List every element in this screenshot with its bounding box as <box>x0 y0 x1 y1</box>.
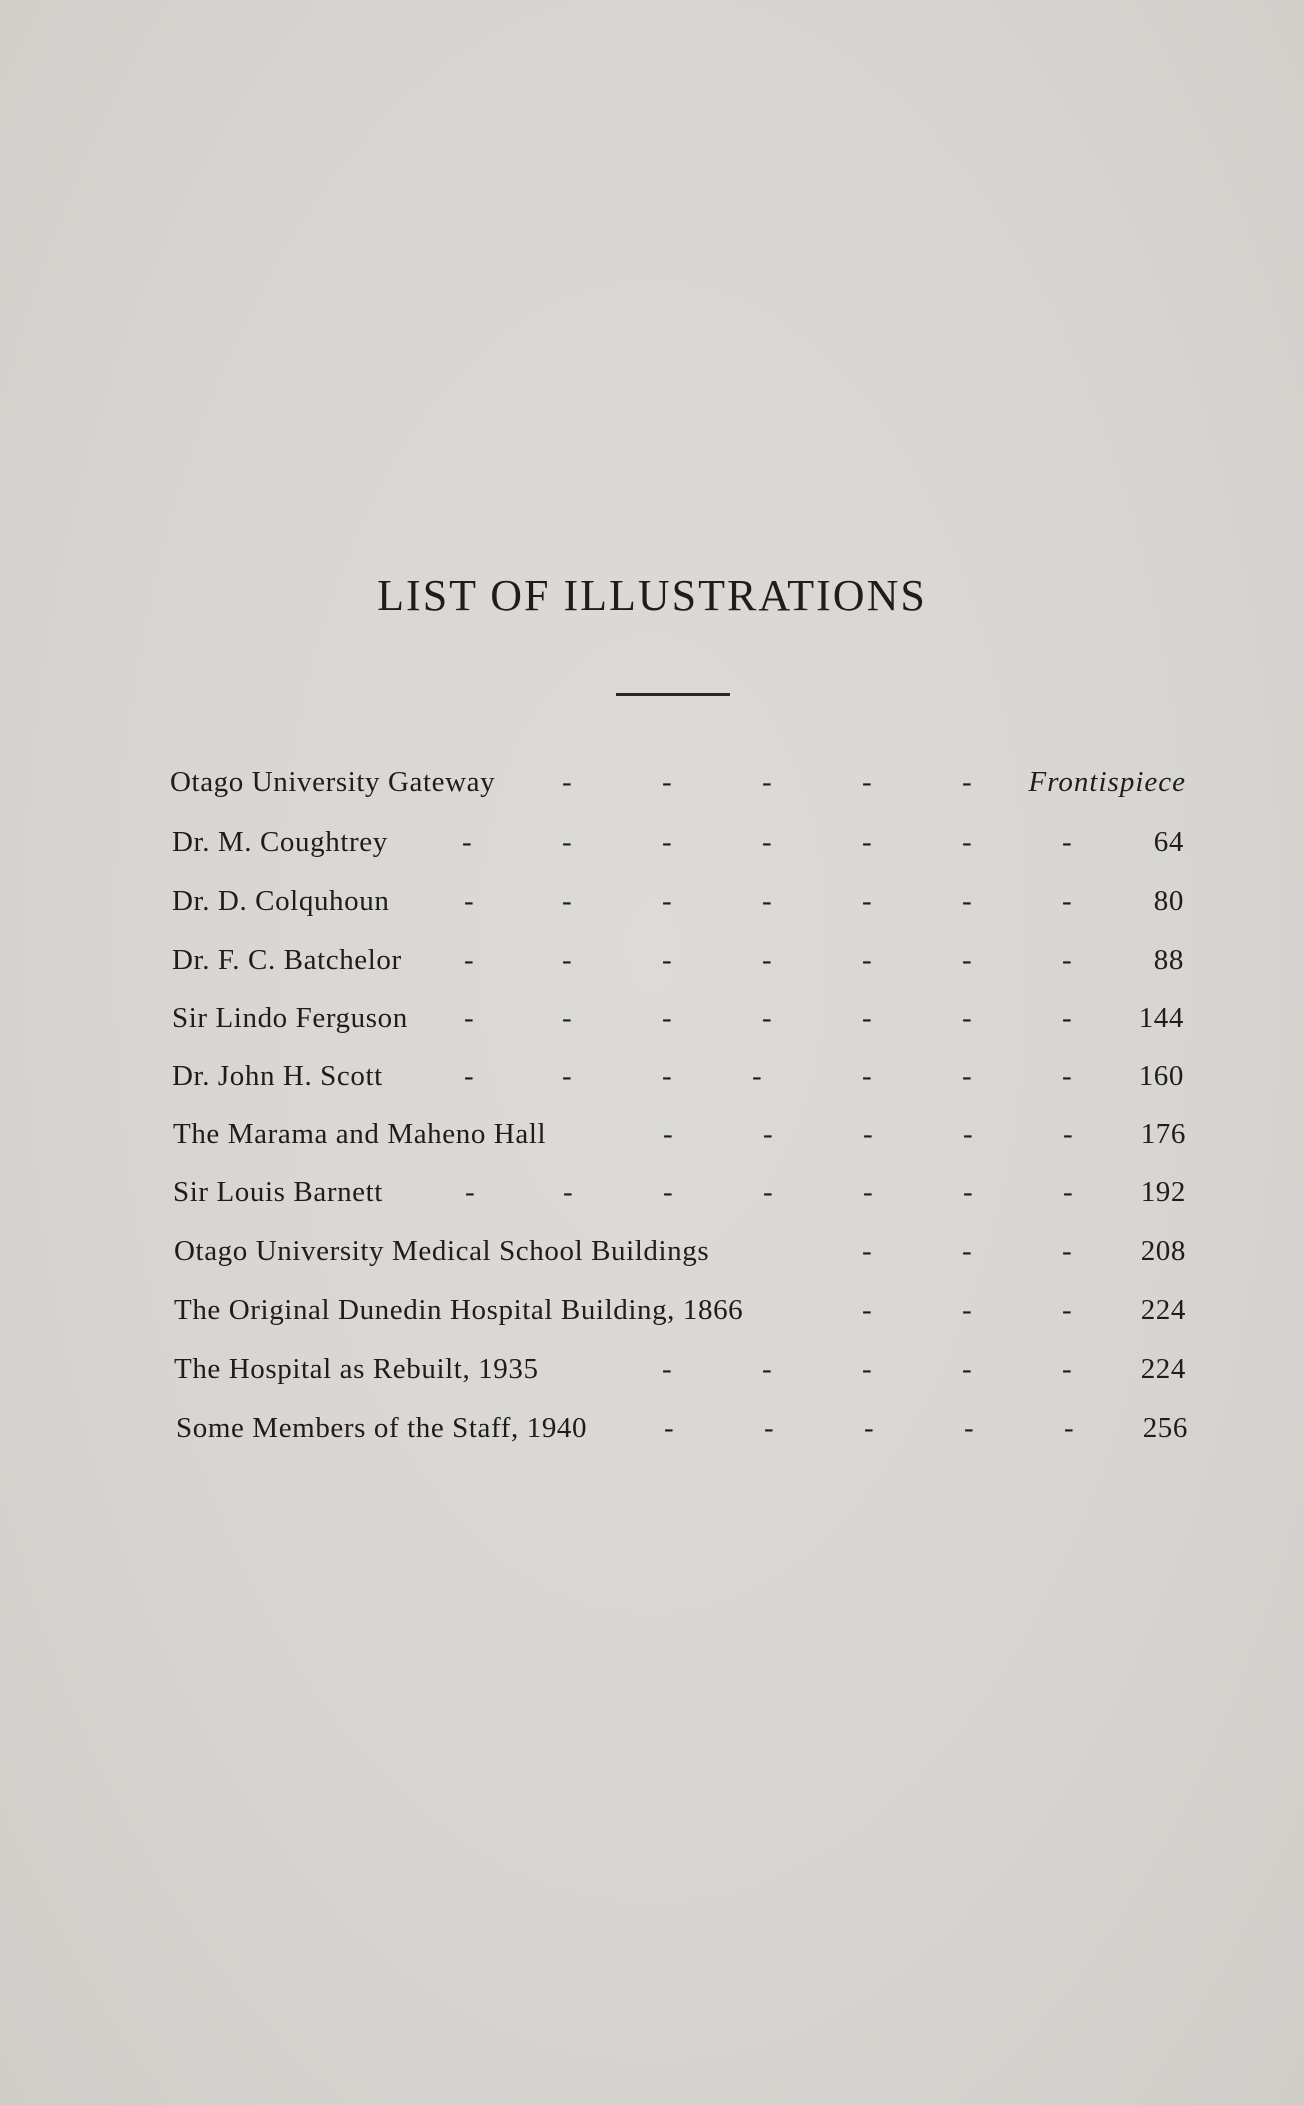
list-item <box>172 881 1184 921</box>
leader-dash: - <box>962 1235 973 1267</box>
entry-page: 192 <box>1140 1176 1186 1208</box>
entry-title: Sir Louis Barnett <box>173 1176 383 1208</box>
leader-dash: - <box>962 826 973 858</box>
leader-dash: - <box>465 1176 476 1208</box>
list-item <box>172 998 1184 1038</box>
entry-title: The Hospital as Rebuilt, 1935 <box>174 1353 539 1385</box>
leader-dash: - <box>462 826 473 858</box>
leader-dash: - <box>762 766 773 798</box>
leader-dash: - <box>562 885 573 917</box>
list-item <box>173 1172 1186 1212</box>
leader-dash: - <box>662 1002 673 1034</box>
list-item <box>176 1408 1188 1448</box>
leader-dash: - <box>662 766 673 798</box>
leader-dash: - <box>1062 1294 1073 1326</box>
leader-dash: - <box>1063 1176 1074 1208</box>
list-item <box>172 940 1184 980</box>
list-item <box>173 1114 1186 1154</box>
leader-dash: - <box>562 1002 573 1034</box>
leader-dash: - <box>862 885 873 917</box>
leader-dash: - <box>862 1235 873 1267</box>
leader-dash: - <box>1062 1235 1073 1267</box>
leader-dash: - <box>1062 885 1073 917</box>
leader-dash: - <box>1062 1353 1073 1385</box>
leader-dash: - <box>762 1002 773 1034</box>
leader-dash: - <box>662 1353 673 1385</box>
entry-title: Dr. F. C. Batchelor <box>172 944 402 976</box>
list-item <box>172 822 1184 862</box>
leader-dash: - <box>962 1060 973 1092</box>
leader-dash: - <box>863 1176 874 1208</box>
entry-page: 64 <box>1153 826 1184 858</box>
entry-title: Dr. D. Colquhoun <box>172 885 390 917</box>
leader-dash: - <box>962 1294 973 1326</box>
list-item <box>170 762 1186 802</box>
list-item <box>174 1349 1186 1389</box>
leader-dash: - <box>862 1002 873 1034</box>
entry-page: Frontispiece <box>1028 766 1186 798</box>
entry-title: Sir Lindo Ferguson <box>172 1002 408 1034</box>
leader-dash: - <box>964 1412 975 1444</box>
leader-dash: - <box>963 1176 974 1208</box>
leader-dash: - <box>862 826 873 858</box>
leader-dash: - <box>763 1176 774 1208</box>
leader-dash: - <box>464 1060 475 1092</box>
leader-dash: - <box>663 1118 674 1150</box>
entry-page: 176 <box>1140 1118 1186 1150</box>
entry-title: Some Members of the Staff, 1940 <box>176 1412 588 1444</box>
entry-page: 80 <box>1153 885 1184 917</box>
leader-dash: - <box>1062 944 1073 976</box>
leader-dash: - <box>464 885 475 917</box>
page-title: LIST OF ILLUSTRATIONS <box>377 571 927 620</box>
entry-page: 256 <box>1142 1412 1188 1444</box>
leader-dash: - <box>864 1412 875 1444</box>
entry-title: Dr. M. Coughtrey <box>172 826 388 858</box>
leader-dash: - <box>962 885 973 917</box>
leader-dash: - <box>862 944 873 976</box>
leader-dash: - <box>752 1060 763 1092</box>
leader-dash: - <box>662 1060 673 1092</box>
leader-dash: - <box>962 1353 973 1385</box>
leader-dash: - <box>662 885 673 917</box>
leader-dash: - <box>863 1118 874 1150</box>
entry-title: The Original Dunedin Hospital Building, 1866 <box>174 1294 744 1326</box>
leader-dash: - <box>862 1060 873 1092</box>
leader-dash: - <box>563 1176 574 1208</box>
entry-title: Otago University Medical School Buildings <box>174 1235 710 1267</box>
entry-title: Dr. John H. Scott <box>172 1060 383 1092</box>
entry-page: 208 <box>1140 1235 1186 1267</box>
leader-dash: - <box>762 826 773 858</box>
leader-dash: - <box>664 1412 675 1444</box>
leader-dash: - <box>1062 1060 1073 1092</box>
leader-dash: - <box>663 1176 674 1208</box>
leader-dash: - <box>1062 826 1073 858</box>
entry-title: Otago University Gateway <box>170 766 496 798</box>
leader-dash: - <box>862 766 873 798</box>
leader-dash: - <box>1064 1412 1075 1444</box>
entry-page: 144 <box>1138 1002 1184 1034</box>
leader-dash: - <box>862 1353 873 1385</box>
leader-dash: - <box>762 885 773 917</box>
entry-page: 88 <box>1153 944 1184 976</box>
leader-dash: - <box>962 1002 973 1034</box>
leader-dash: - <box>464 1002 475 1034</box>
list-item <box>174 1290 1186 1330</box>
leader-dash: - <box>862 1294 873 1326</box>
leader-dash: - <box>562 766 573 798</box>
leader-dash: - <box>963 1118 974 1150</box>
leader-dash: - <box>662 826 673 858</box>
entry-page: 224 <box>1140 1294 1186 1326</box>
leader-dash: - <box>764 1412 775 1444</box>
leader-dash: - <box>762 1353 773 1385</box>
list-item <box>172 1056 1184 1096</box>
entry-title: The Marama and Maheno Hall <box>173 1118 547 1150</box>
leader-dash: - <box>962 766 973 798</box>
entry-page: 224 <box>1140 1353 1186 1385</box>
leader-dash: - <box>464 944 475 976</box>
leader-dash: - <box>562 826 573 858</box>
leader-dash: - <box>562 944 573 976</box>
leader-dash: - <box>763 1118 774 1150</box>
leader-dash: - <box>962 944 973 976</box>
leader-dash: - <box>562 1060 573 1092</box>
leader-dash: - <box>1062 1002 1073 1034</box>
leader-dash: - <box>662 944 673 976</box>
list-item <box>174 1231 1186 1271</box>
leader-dash: - <box>1063 1118 1074 1150</box>
entry-page: 160 <box>1138 1060 1184 1092</box>
leader-dash: - <box>762 944 773 976</box>
